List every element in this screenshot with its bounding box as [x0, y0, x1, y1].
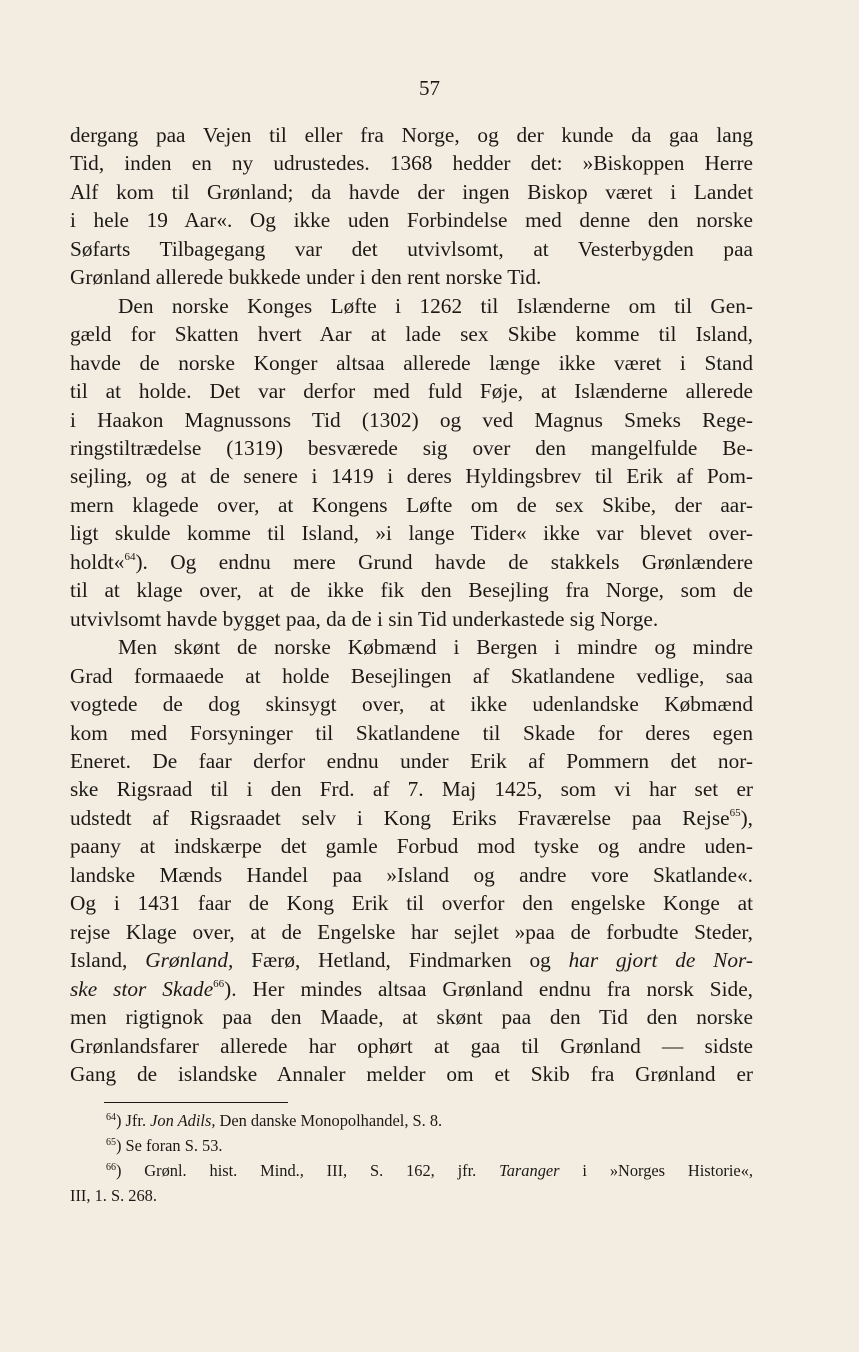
text-fragment: ),: [740, 805, 753, 830]
italic-fragment: har gjort de Nor-: [568, 948, 753, 973]
text-line: gæld for Skatten hvert Aar at lade sex Skibe komme til Island,: [70, 322, 753, 347]
text-line: Alf kom til Grønland; da havde der ingen Biskop været i Landet: [70, 179, 753, 204]
footnote-text: i »Norges Historie«,: [559, 1161, 754, 1180]
footnote-ref: 66: [213, 977, 225, 990]
footnote-continuation: III, 1. S. 268.: [70, 1186, 157, 1205]
text-line: Og i 1431 faar de Kong Erik til overfor den engelske Konge at: [70, 891, 753, 916]
text-line: Den norske Konges Løfte i 1262 til Islænderne om til Gen-: [118, 293, 753, 318]
footnotes: [70, 1108, 753, 1208]
text-line: [70, 804, 753, 832]
text-line: sejling, og at de senere i 1419 i deres Hyldingsbrev til Erik af Pom-: [70, 464, 753, 489]
text-fragment: ). Og endnu mere Grund havde de stakkels Grønlændere: [135, 549, 753, 574]
text-line: i Haakon Magnussons Tid (1302) og ved Magnus Smeks Rege-: [70, 407, 753, 432]
footnote-ref: 64: [124, 550, 136, 563]
text-line: Gang de islandske Annaler melder om et Skib fra Grønland er: [70, 1061, 753, 1086]
footnote: [70, 1158, 753, 1183]
italic-fragment: ske stor Skade: [70, 976, 214, 1001]
footnote-mark: 65: [106, 1137, 116, 1148]
footnote-italic: Taranger: [499, 1161, 560, 1180]
text-line: Tid, inden en ny udrustedes. 1368 hedder det: »Biskoppen Herre: [70, 151, 753, 176]
text-line: til at klage over, at de ikke fik den Besejling fra Norge, som de: [70, 578, 753, 603]
text-fragment: udstedt af Rigsraadet selv i Kong Eriks Fraværelse paa Rejse: [70, 805, 730, 830]
body-text: [70, 121, 753, 1088]
text-line: ligt skulde komme til Island, »i lange Tider« ikke var blevet over-: [70, 521, 753, 546]
footnote: [70, 1108, 753, 1133]
text-line: Søfarts Tilbagegang var det utvivlsomt, at Vesterbygden paa: [70, 236, 753, 261]
footnote-text: ) Grønl. hist. Mind., III, S. 162, jfr.: [116, 1161, 500, 1180]
text-line: Grønland allerede bukkede under i den rent norske Tid.: [70, 265, 542, 290]
text-line: dergang paa Vejen til eller fra Norge, og der kunde da gaa lang: [70, 123, 753, 147]
text-line: mern klagede over, at Kongens Løfte om de sex Skibe, der aar-: [70, 492, 753, 517]
text-line: ske Rigsraad til i den Frd. af 7. Maj 1425, som vi har set er: [70, 777, 753, 802]
text-line: rejse Klage over, at de Engelske har sejlet »paa de forbudte Steder,: [70, 919, 753, 944]
text-fragment: Færø, Hetland, Findmarken og: [233, 948, 569, 973]
text-line: til at holde. Det var derfor med fuld Føje, at Islænderne allerede: [70, 379, 753, 404]
footnote: [70, 1133, 753, 1158]
text-line: vogtede de dog skinsygt over, at ikke udenlandske Købmænd: [70, 692, 753, 717]
text-line: paany at indskærpe det gamle Forbud mod tyske og andre uden-: [70, 834, 753, 859]
text-line: Grad formaaede at holde Besejlingen af Skatlandene vedlige, saa: [70, 663, 753, 688]
footnote-mark: 64: [106, 1112, 116, 1123]
text-line: utvivlsomt havde bygget paa, da de i sin Tid underkastede sig Norge.: [70, 606, 659, 631]
footnote-text: Den danske Monopolhandel, S. 8.: [215, 1111, 443, 1130]
text-fragment: Island,: [70, 948, 146, 973]
text-line: [70, 975, 753, 1003]
text-line: havde de norske Konger altsaa allerede længe ikke været i Stand: [70, 350, 753, 375]
italic-fragment: Grønland,: [145, 948, 234, 973]
text-line: [70, 548, 753, 576]
footnote-text: ) Jfr.: [116, 1111, 151, 1130]
footnote-text: ) Se foran S. 53.: [116, 1136, 223, 1155]
text-line: kom med Forsyninger til Skatlandene til Skade for deres egen: [70, 720, 753, 745]
text-line: i hele 19 Aar«. Og ikke uden Forbindelse med denne den norske: [70, 208, 753, 233]
text-line: ringstiltrædelse (1319) besværede sig over den mangelfulde Be-: [70, 435, 753, 460]
footnote-ref: 65: [729, 806, 741, 819]
text-fragment: holdt«: [70, 549, 125, 574]
text-line: landske Mænds Handel paa »Island og andre vore Skatlande«.: [70, 862, 753, 887]
text-line: Men skønt de norske Købmænd i Bergen i mindre og mindre: [118, 635, 753, 660]
page-number: 57: [419, 76, 440, 100]
footnote-divider: [104, 1102, 288, 1103]
footnote-italic: Jon Adils,: [150, 1111, 216, 1130]
text-line: [70, 946, 753, 974]
footnote-mark: 66: [106, 1162, 116, 1173]
text-line: Eneret. De faar derfor endnu under Erik af Pommern det nor-: [70, 748, 753, 773]
text-line: Grønlandsfarer allerede har ophørt at gaa til Grønland — sidste: [70, 1033, 753, 1058]
text-fragment: ). Her mindes altsaa Grønland endnu fra norsk Side,: [224, 976, 753, 1001]
text-line: men rigtignok paa den Maade, at skønt paa den Tid den norske: [70, 1005, 753, 1030]
